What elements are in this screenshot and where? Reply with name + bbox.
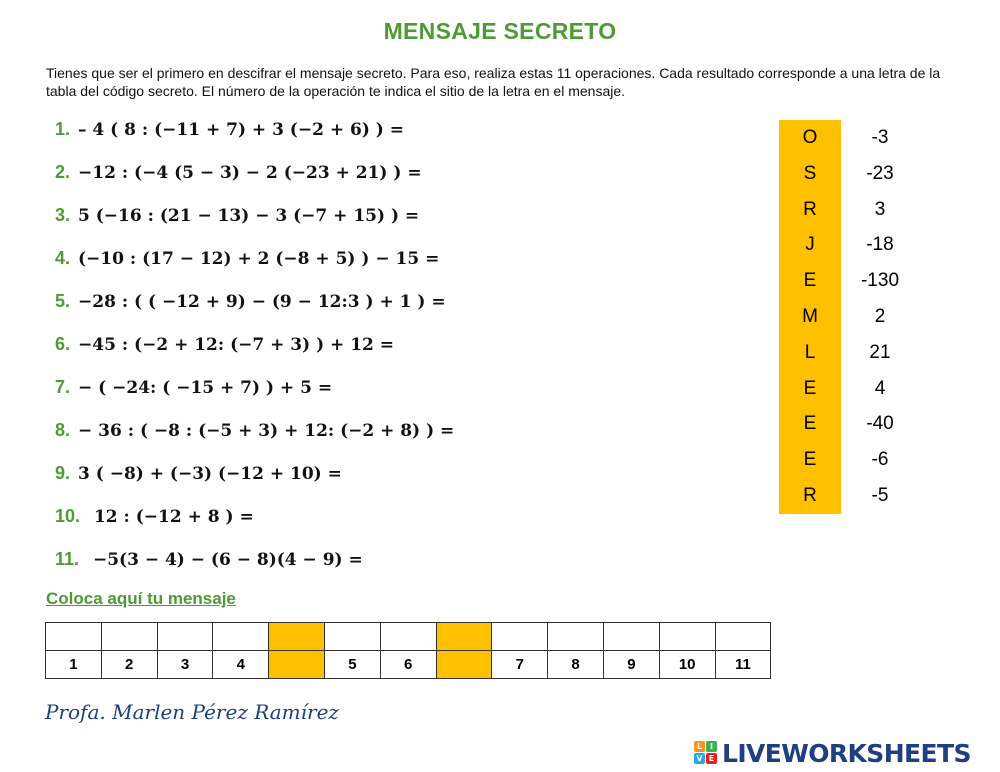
- operation-number: 9.: [55, 463, 71, 483]
- letter-input-cell[interactable]: [715, 623, 771, 651]
- message-label: Coloca aquí tu mensaje: [46, 589, 236, 608]
- letter-input-2[interactable]: [102, 623, 157, 650]
- letter-input-cell[interactable]: [157, 623, 213, 651]
- operation-expression: −5(3 − 4) − (6 − 8)(4 − 9) =: [87, 550, 363, 570]
- operation-expression: −12 : (−4 (5 − 3) − 2 (−23 + 21) ) =: [78, 163, 422, 183]
- code-value: -130: [860, 270, 900, 292]
- code-value: -3: [871, 127, 889, 148]
- operation-8: [55, 415, 454, 445]
- operation-expression: – 4 ( 8 : (−11 + 7) + 3 (−2 + 6) ) =: [78, 120, 405, 140]
- operation-expression: −45 : (−2 + 12: (−7 + 3) ) + 12 =: [78, 335, 395, 355]
- code-letter: J: [779, 227, 841, 263]
- logo-tile: L: [694, 741, 705, 752]
- logo-tile: V: [694, 753, 705, 764]
- operation-number: 1.: [55, 119, 71, 139]
- position-number: 5: [324, 651, 380, 679]
- letter-input-cell[interactable]: [492, 623, 548, 651]
- operation-number: 2.: [55, 162, 71, 182]
- code-value: -40: [866, 413, 894, 435]
- message-number-row: [46, 651, 771, 679]
- operation-3: [55, 200, 419, 230]
- letter-input-3[interactable]: [158, 623, 213, 650]
- letter-input-10[interactable]: [660, 623, 715, 650]
- code-letter: M: [779, 299, 841, 335]
- operation-expression: 12 : (−12 + 8 ) =: [88, 507, 254, 527]
- brand-text: LIVEWORKSHEETS: [722, 738, 971, 768]
- letter-input-cell[interactable]: [603, 623, 659, 651]
- operation-number: 3.: [55, 205, 71, 225]
- operation-expression: − ( −24: ( −15 + 7) ) + 5 =: [78, 378, 333, 398]
- operation-expression: 3 ( −8) + (−3) (−12 + 10) =: [78, 464, 342, 484]
- letter-input-cell[interactable]: [46, 623, 102, 651]
- code-value: 3: [874, 198, 886, 220]
- word-space-cell: [436, 651, 492, 679]
- operation-number: 11.: [55, 549, 80, 569]
- code-row: [779, 227, 919, 263]
- code-row: [779, 335, 919, 371]
- code-letter: R: [779, 478, 841, 514]
- operation-expression: 5 (−16 : (21 − 13) − 3 (−7 + 15) ) =: [78, 206, 420, 226]
- operation-2: [55, 157, 422, 187]
- logo-tile: I: [706, 741, 717, 752]
- operation-number: 4.: [55, 248, 71, 268]
- word-space-cell: [269, 651, 325, 679]
- code-row: [779, 478, 919, 514]
- letter-input-11[interactable]: [716, 623, 771, 650]
- letter-input-4[interactable]: [213, 623, 268, 650]
- letter-input-cell[interactable]: [659, 623, 715, 651]
- author-signature: Profa. Marlen Pérez Ramírez: [45, 700, 339, 724]
- position-number: 6: [380, 651, 436, 679]
- operation-7: [55, 372, 332, 402]
- code-letter: E: [779, 442, 841, 478]
- letter-input-5[interactable]: [325, 623, 380, 650]
- code-value: 2: [874, 306, 886, 327]
- position-number: 3: [157, 651, 213, 679]
- code-value: 21: [869, 341, 891, 363]
- code-row: [779, 299, 919, 335]
- letter-input-cell[interactable]: [324, 623, 380, 651]
- letter-input-cell[interactable]: [213, 623, 269, 651]
- operation-9: [55, 458, 342, 488]
- code-value: -6: [871, 449, 889, 471]
- letter-input-cell[interactable]: [380, 623, 436, 651]
- operation-5: [55, 286, 446, 316]
- code-value: -18: [866, 234, 894, 256]
- operation-number: 6.: [55, 334, 71, 354]
- operation-4: [55, 243, 439, 273]
- instructions-text: Tienes que ser el primero en descifrar el mensaje secreto. Para eso, realiza estas 11 operaciones. Cada resultado corresponde a una letra de la tabla del código secreto. El número de la operación te indica el sitio de la letra en el mensaje.: [46, 65, 941, 99]
- code-row: [779, 371, 919, 407]
- position-number: 2: [101, 651, 157, 679]
- position-number: 4: [213, 651, 269, 679]
- letter-input-cell[interactable]: [548, 623, 604, 651]
- liveworksheets-logo-icon: [694, 741, 718, 765]
- code-letter: E: [779, 371, 841, 407]
- operation-10: [55, 501, 254, 531]
- code-row: [779, 192, 919, 228]
- liveworksheets-logo: [694, 736, 971, 770]
- letter-input-8[interactable]: [548, 623, 603, 650]
- code-value: 4: [874, 377, 886, 399]
- page-title: MENSAJE SECRETO: [383, 18, 617, 44]
- operation-11: [55, 544, 363, 574]
- position-number: 1: [46, 651, 102, 679]
- code-row: [779, 406, 919, 442]
- position-number: 7: [492, 651, 548, 679]
- code-letter: O: [779, 120, 841, 156]
- logo-tile: E: [706, 753, 717, 764]
- code-letter: E: [779, 263, 841, 299]
- operation-number: 10.: [55, 506, 81, 526]
- code-row: [779, 442, 919, 478]
- letter-input-7[interactable]: [492, 623, 547, 650]
- operation-number: 5.: [55, 291, 71, 311]
- operation-expression: −28 : ( ( −12 + 9) − (9 − 12:3 ) + 1 ) =: [78, 292, 446, 312]
- code-row: [779, 156, 919, 192]
- code-row: [779, 120, 919, 156]
- message-grid: [45, 622, 771, 679]
- code-letter: E: [779, 406, 841, 442]
- letter-input-cell[interactable]: [101, 623, 157, 651]
- code-value: -5: [871, 485, 889, 506]
- code-row: [779, 263, 919, 299]
- operation-number: 7.: [55, 377, 71, 397]
- position-number: 10: [659, 651, 715, 679]
- code-letter: S: [779, 156, 841, 192]
- operation-number: 8.: [55, 420, 71, 440]
- letter-input-1[interactable]: [46, 623, 101, 650]
- letter-input-6[interactable]: [381, 623, 436, 650]
- code-value: -23: [866, 162, 894, 184]
- position-number: 9: [603, 651, 659, 679]
- operation-expression: (−10 : (17 − 12) + 2 (−8 + 5) ) − 15 =: [78, 249, 440, 269]
- operation-expression: − 36 : ( −8 : (−5 + 3) + 12: (−2 + 8) ) =: [78, 421, 455, 441]
- code-letter: L: [779, 335, 841, 371]
- code-letter: R: [779, 192, 841, 228]
- letter-input-9[interactable]: [604, 623, 659, 650]
- operation-6: [55, 329, 394, 359]
- word-space-cell: [269, 623, 325, 651]
- operation-1: [55, 114, 404, 144]
- word-space-cell: [436, 623, 492, 651]
- position-number: 11: [715, 651, 771, 679]
- position-number: 8: [548, 651, 604, 679]
- message-input-row: [46, 623, 771, 651]
